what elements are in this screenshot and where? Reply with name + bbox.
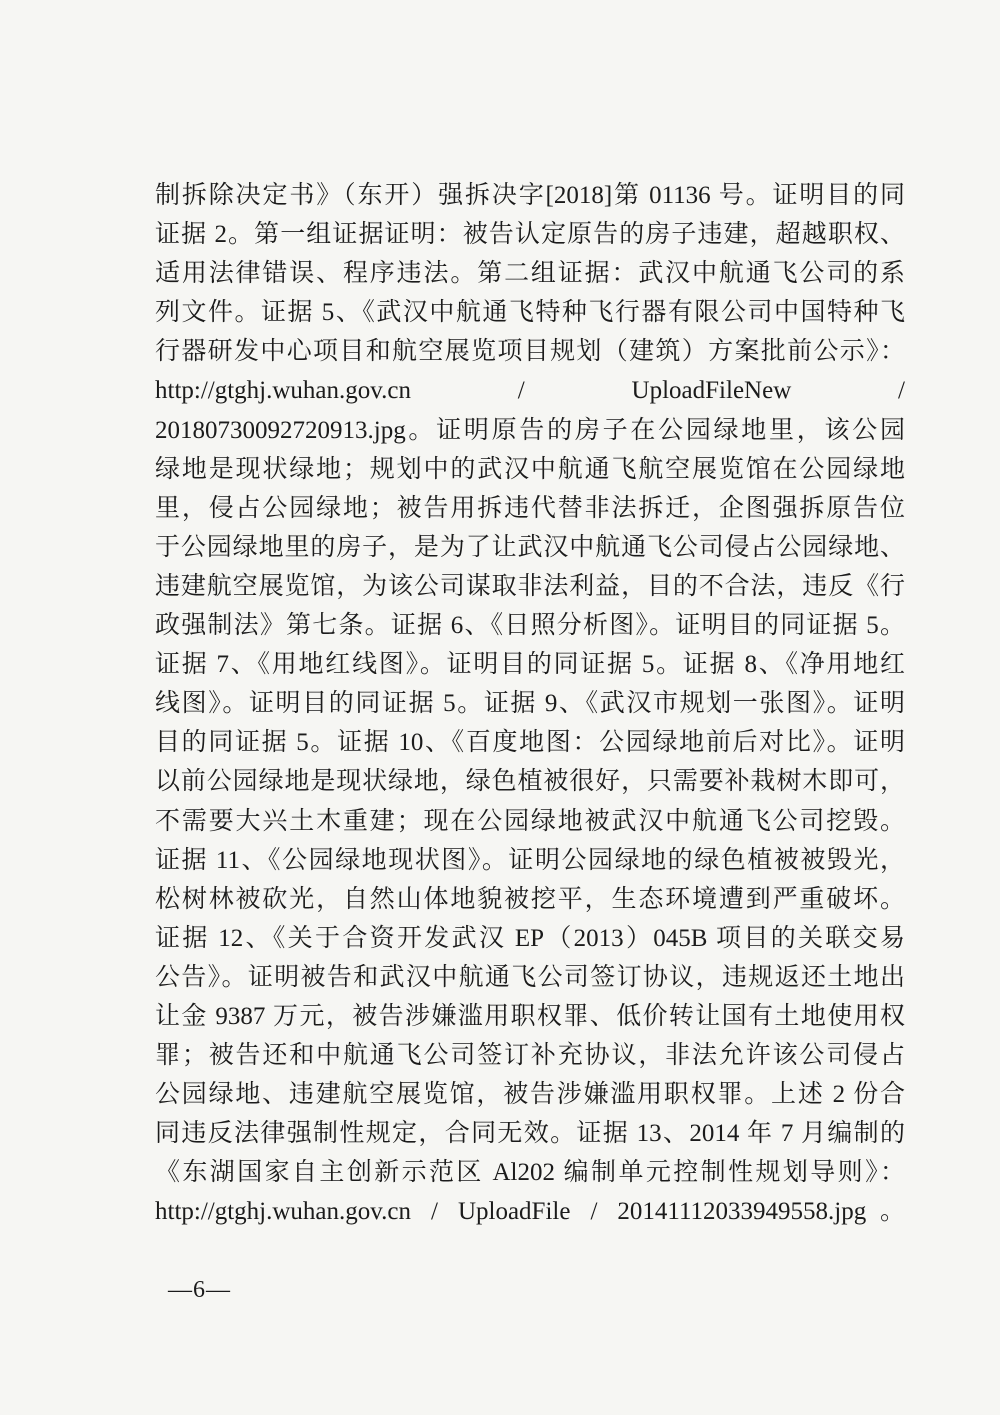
- text-line: 于公园绿地里的房子，是为了让武汉中航通飞公司侵占公园绿地、: [155, 533, 905, 561]
- text-line: 政强制法》第七条。证据 6、《日照分析图》。证明目的同证据 5。: [155, 612, 905, 640]
- text-line: 绿地是现状绿地；规划中的武汉中航通飞航空展览馆在公园绿地: [155, 455, 905, 483]
- text-line: 适用法律错误、程序违法。第二组证据：武汉中航通飞公司的系: [155, 260, 905, 288]
- text-line: 以前公园绿地是现状绿地，绿色植被很好，只需要补栽树木即可，: [155, 768, 905, 796]
- text-line: 公告》。证明被告和武汉中航通飞公司签订协议，违规返还土地出: [155, 963, 905, 991]
- text-line: 松树林被砍光，自然山体地貌被挖平，生态环境遭到严重破坏。: [155, 885, 905, 913]
- text-line: 证据 7、《用地红线图》。证明目的同证据 5。证据 8、《净用地红: [155, 651, 905, 679]
- text-line-url: http://gtghj.wuhan.gov.cn / UploadFile / 20141112033949558.jpg。: [155, 1198, 905, 1226]
- text-line: 违建航空展览馆，为该公司谋取非法利益，目的不合法，违反《行: [155, 572, 905, 600]
- text-line: 证据 11、《公园绿地现状图》。证明公园绿地的绿色植被被毁光，: [155, 846, 905, 874]
- page-number: —6—: [168, 1277, 231, 1303]
- text-line: 罪；被告还和中航通飞公司签订补充协议，非法允许该公司侵占: [155, 1042, 905, 1070]
- text-line-url: http://gtghj.wuhan.gov.cn / UploadFileNew /: [155, 377, 905, 405]
- text-line: 制拆除决定书》（东开）强拆决字[2018]第 01136 号。证明目的同: [155, 182, 905, 209]
- text-line: 里，侵占公园绿地；被告用拆违代替非法拆迁，企图强拆原告位: [155, 494, 905, 522]
- text-line: 线图》。证明目的同证据 5。证据 9、《武汉市规划一张图》。证明: [155, 690, 905, 718]
- text-line: 公园绿地、违建航空展览馆，被告涉嫌滥用职权罪。上述 2 份合: [155, 1081, 905, 1109]
- text-line: 不需要大兴土木重建；现在公园绿地被武汉中航通飞公司挖毁。: [155, 807, 905, 835]
- text-line: 证据 12、《关于合资开发武汉 EP（2013）045B 项目的关联交易: [155, 924, 905, 952]
- text-line: 列文件。证据 5、《武汉中航通飞特种飞行器有限公司中国特种飞: [155, 299, 905, 327]
- text-line: 同违反法律强制性规定，合同无效。证据 13、2014 年 7 月编制的: [155, 1120, 905, 1148]
- text-line: 让金 9387 万元，被告涉嫌滥用职权罪、低价转让国有土地使用权: [155, 1002, 905, 1030]
- text-line: 《东湖国家自主创新示范区 Al202 编制单元控制性规划导则》：: [155, 1159, 905, 1187]
- text-line: 目的同证据 5。证据 10、《百度地图：公园绿地前后对比》。证明: [155, 729, 905, 757]
- body-text: [155, 176, 905, 1232]
- text-line: 证据 2。第一组证据证明：被告认定原告的房子违建，超越职权、: [155, 221, 905, 249]
- text-line: 20180730092720913.jpg。证明原告的房子在公园绿地里，该公园: [155, 416, 905, 444]
- text-line: 行器研发中心项目和航空展览项目规划（建筑）方案批前公示》：: [155, 338, 905, 366]
